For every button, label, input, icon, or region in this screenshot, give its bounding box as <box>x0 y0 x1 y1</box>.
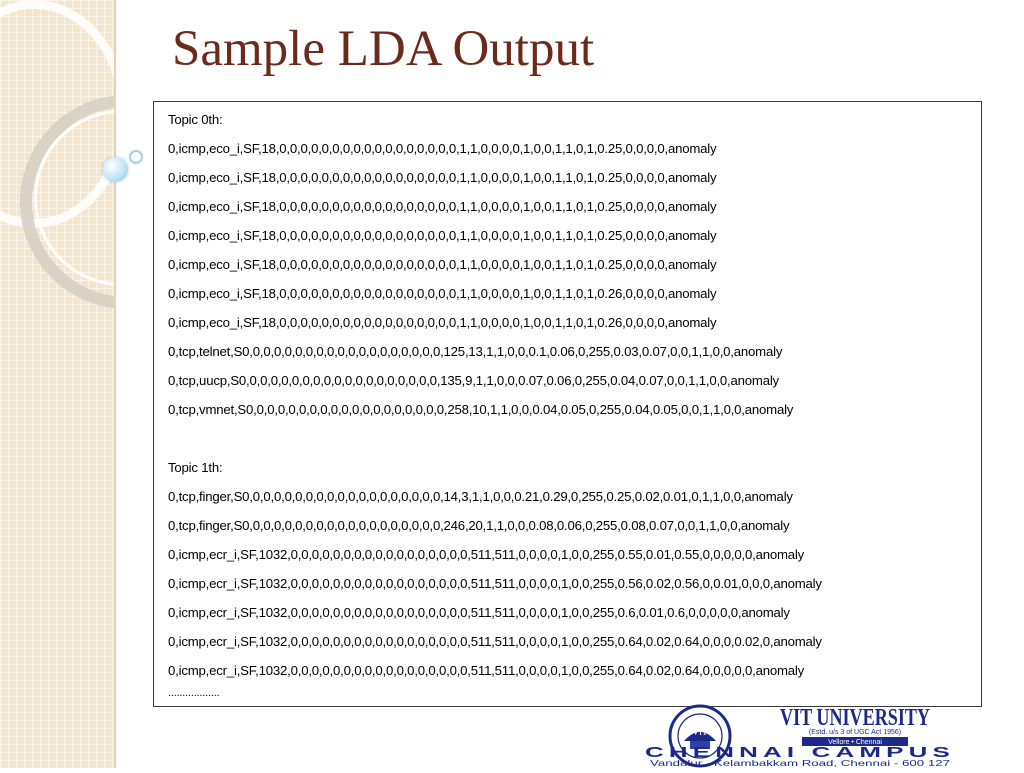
topic-1-section <box>168 453 981 685</box>
record-line: 0,icmp,ecr_i,SF,1032,0,0,0,0,0,0,0,0,0,0,0,0,0,0,0,0,0,511,511,0,0,0,0,1,0,0,255,0.6,0.01,0.6,0,0,0,0,0,anomaly <box>168 605 790 620</box>
record-line: 0,icmp,ecr_i,SF,1032,0,0,0,0,0,0,0,0,0,0,0,0,0,0,0,0,0,511,511,0,0,0,0,1,0,0,255,0.55,0.01,0.55,0,0,0,0,0,anomaly <box>168 547 805 562</box>
svg-text:VIT UNIVERSITY: VIT UNIVERSITY <box>780 705 930 731</box>
svg-text:CHENNAI CAMPUS: CHENNAI CAMPUS <box>645 744 955 761</box>
record-line: 0,tcp,telnet,S0,0,0,0,0,0,0,0,0,0,0,0,0,0,0,0,0,0,0,125,13,1,1,0,0,0.1,0.06,0,255,0.03,0.07,0,0,1,1,0,0,anomaly <box>168 344 783 359</box>
slide-title: Sample LDA Output <box>172 21 595 77</box>
record-line: 0,icmp,ecr_i,SF,1032,0,0,0,0,0,0,0,0,0,0,0,0,0,0,0,0,0,511,511,0,0,0,0,1,0,0,255,0.56,0.02,0.56,0,0.01,0,0,0,anomaly <box>168 576 822 591</box>
small-bubble-ornament <box>129 150 143 164</box>
record-line: 0,icmp,eco_i,SF,18,0,0,0,0,0,0,0,0,0,0,0,0,0,0,0,0,0,1,1,0,0,0,0,1,0,0,1,1,0,1,0.25,0,0,0,0,anomaly <box>168 141 717 156</box>
svg-text:VIT: VIT <box>692 727 708 737</box>
spacer <box>168 424 981 453</box>
record-line: 0,icmp,eco_i,SF,18,0,0,0,0,0,0,0,0,0,0,0,0,0,0,0,0,0,1,1,0,0,0,0,1,0,0,1,1,0,1,0.25,0,0,0,0,anomaly <box>168 228 717 243</box>
lda-output-box <box>153 101 982 707</box>
continuation-ellipsis: .................. <box>168 687 220 699</box>
record-line: 0,tcp,uucp,S0,0,0,0,0,0,0,0,0,0,0,0,0,0,0,0,0,0,0,135,9,1,1,0,0,0.07,0.06,0,255,0.04,0.07,0,0,1,1,0,0,anomaly <box>168 373 779 388</box>
record-line: 0,icmp,eco_i,SF,18,0,0,0,0,0,0,0,0,0,0,0,0,0,0,0,0,0,1,1,0,0,0,0,1,0,0,1,1,0,1,0.26,0,0,0,0,anomaly <box>168 315 717 330</box>
svg-text:Vandalur - Kelambakkam Road, C: Vandalur - Kelambakkam Road, Chennai - 600 127 <box>650 759 951 768</box>
record-line: 0,icmp,eco_i,SF,18,0,0,0,0,0,0,0,0,0,0,0,0,0,0,0,0,0,1,1,0,0,0,0,1,0,0,1,1,0,1,0.25,0,0,0,0,anomaly <box>168 199 717 214</box>
svg-text:Vellore • Chennai: Vellore • Chennai <box>828 739 882 746</box>
record-line: 0,tcp,finger,S0,0,0,0,0,0,0,0,0,0,0,0,0,0,0,0,0,0,0,14,3,1,1,0,0,0.21,0.29,0,255,0.25,0.02,0.01,0,1,1,0,0,anomaly <box>168 489 793 504</box>
bubble-ornament <box>103 157 128 182</box>
svg-text:(Estd. u/s 3 of UGC Act 1956): (Estd. u/s 3 of UGC Act 1956) <box>808 729 902 736</box>
record-line: 0,tcp,vmnet,S0,0,0,0,0,0,0,0,0,0,0,0,0,0,0,0,0,0,0,258,10,1,1,0,0,0.04,0.05,0,255,0.04,0.05,0,0,1,1,0,0,anomaly <box>168 402 794 417</box>
vit-logo-graphic <box>640 703 960 768</box>
decorative-sidebar <box>0 0 114 768</box>
vit-university-logo <box>640 703 960 768</box>
sidebar-divider <box>114 0 116 768</box>
record-line: 0,icmp,eco_i,SF,18,0,0,0,0,0,0,0,0,0,0,0,0,0,0,0,0,0,1,1,0,0,0,0,1,0,0,1,1,0,1,0.25,0,0,0,0,anomaly <box>168 257 717 272</box>
topic-heading: Topic 0th: <box>168 112 223 127</box>
topic-heading: Topic 1th: <box>168 460 223 475</box>
record-line: 0,icmp,eco_i,SF,18,0,0,0,0,0,0,0,0,0,0,0,0,0,0,0,0,0,1,1,0,0,0,0,1,0,0,1,1,0,1,0.26,0,0,0,0,anomaly <box>168 286 717 301</box>
record-line: 0,icmp,ecr_i,SF,1032,0,0,0,0,0,0,0,0,0,0,0,0,0,0,0,0,0,511,511,0,0,0,0,1,0,0,255,0.64,0.02,0.64,0,0,0,0.02,0,anomaly <box>168 634 822 649</box>
record-line: 0,tcp,finger,S0,0,0,0,0,0,0,0,0,0,0,0,0,0,0,0,0,0,0,246,20,1,1,0,0,0.08,0.06,0,255,0.08,0.07,0,0,1,1,0,0,anomaly <box>168 518 790 533</box>
record-line: 0,icmp,eco_i,SF,18,0,0,0,0,0,0,0,0,0,0,0,0,0,0,0,0,0,1,1,0,0,0,0,1,0,0,1,1,0,1,0.25,0,0,0,0,anomaly <box>168 170 717 185</box>
topic-0-section <box>168 105 981 424</box>
record-line: 0,icmp,ecr_i,SF,1032,0,0,0,0,0,0,0,0,0,0,0,0,0,0,0,0,0,511,511,0,0,0,0,1,0,0,255,0.64,0.02,0.64,0,0,0,0,0,anomaly <box>168 663 805 678</box>
